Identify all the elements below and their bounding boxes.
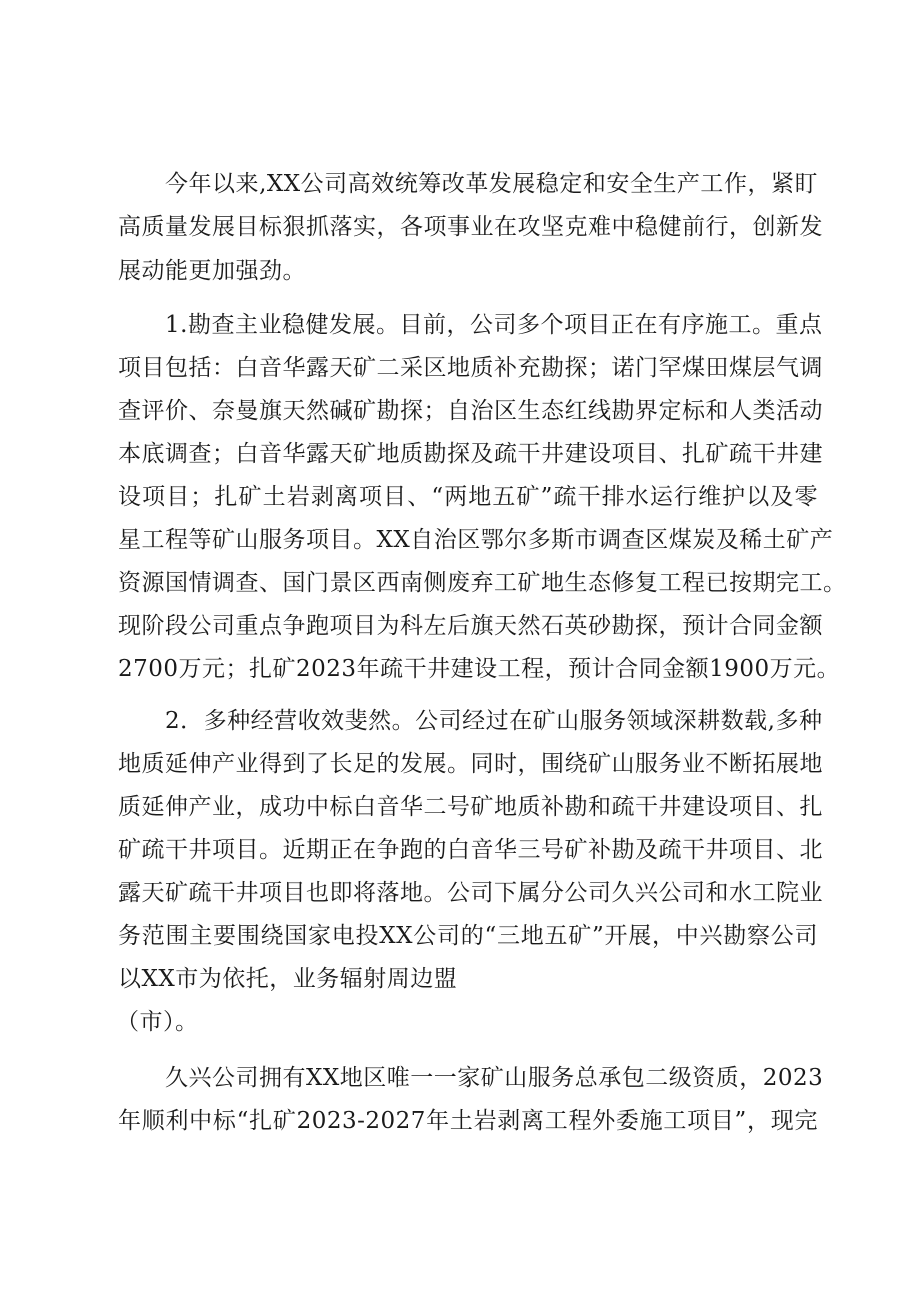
paragraph-2-line-1: 1.勘查主业稳健发展。目前，公司多个项目正在有序施工。重点 bbox=[165, 312, 823, 338]
paragraph-3-line-1: 2．多种经营收效斐然。公司经过在矿山服务领域深耕数载,多种 bbox=[165, 708, 823, 734]
paragraph-3-line-6: 务范围主要围绕国家电投XX公司的“三地五矿”开展，中兴勘察公司 bbox=[118, 923, 818, 949]
paragraph-2-line-8: 现阶段公司重点争跑项目为科左后旗天然石英砂勘探，预计合同金额 bbox=[118, 613, 823, 639]
paragraph-2-line-7: 资源国情调查、国门景区西南侧废弃工矿地生态修复工程已按期完工。 bbox=[118, 570, 847, 596]
paragraph-2-line-6: 星工程等矿山服务项目。XX自治区鄂尔多斯市调查区煤炭及稀土矿产 bbox=[118, 527, 834, 553]
paragraph-1-line-3: 展动能更加强劲。 bbox=[118, 258, 306, 284]
paragraph-1-line-1: 今年以来,XX公司高效统筹改革发展稳定和安全生产工作，紧盯 bbox=[165, 171, 818, 197]
paragraph-2-line-2: 项目包括：白音华露天矿二采区地质补充勘探；诺门罕煤田煤层气调 bbox=[118, 355, 823, 381]
paragraph-2-line-9: 2700万元；扎矿2023年疏干井建设工程，预计合同金额1900万元。 bbox=[118, 656, 841, 682]
paragraph-3-line-7: 以XX市为依托，业务辐射周边盟 bbox=[118, 966, 458, 992]
paragraph-3-line-4: 矿疏干井项目。近期正在争跑的白音华三号矿补勘及疏干井项目、北 bbox=[118, 837, 823, 863]
paragraph-1-line-2: 高质量发展目标狠抓落实，各项事业在攻坚克难中稳健前行，创新发 bbox=[118, 214, 823, 240]
paragraph-3-line-5: 露天矿疏干井项目也即将落地。公司下属分公司久兴公司和水工院业 bbox=[118, 880, 823, 906]
paragraph-3-line-8: （市）。 bbox=[116, 1009, 199, 1035]
paragraph-4-line-1: 久兴公司拥有XX地区唯一一家矿山服务总承包二级资质，2023 bbox=[165, 1065, 824, 1091]
paragraph-2-line-4: 本底调查；白音华露天矿地质勘探及疏干井建设项目、扎矿疏干井建 bbox=[118, 441, 823, 467]
paragraph-2-line-5: 设项目；扎矿土岩剥离项目、“两地五矿”疏干排水运行维护以及零 bbox=[118, 484, 818, 510]
paragraph-3-line-2: 地质延伸产业得到了长足的发展。同时，围绕矿山服务业不断拓展地 bbox=[118, 751, 823, 777]
paragraph-2-line-3: 查评价、奈曼旗天然碱矿勘探；自治区生态红线勘界定标和人类活动 bbox=[118, 398, 823, 424]
paragraph-3-line-3: 质延伸产业，成功中标白音华二号矿地质补勘和疏干井建设项目、扎 bbox=[118, 794, 823, 820]
paragraph-4-line-2: 年顺利中标“扎矿2023-2027年土岩剥离工程外委施工项目”，现完 bbox=[118, 1108, 818, 1134]
